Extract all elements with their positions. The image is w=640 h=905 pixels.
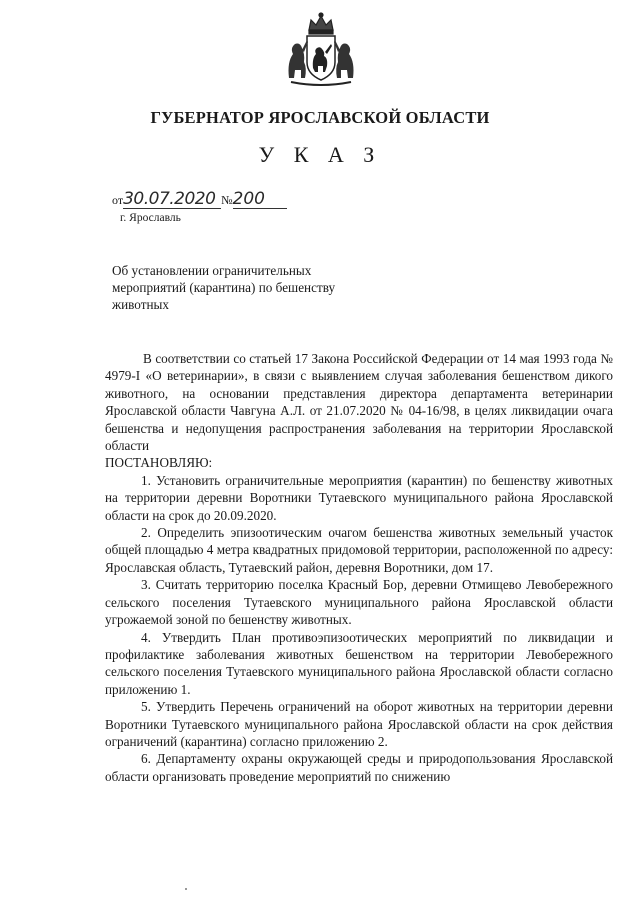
date-from-label: от	[112, 193, 124, 207]
decree-item-6: 6. Департаменту охраны окружающей среды и природопользования Ярославской области организовать проведение мероприятий по снижению	[105, 751, 613, 784]
yaroslavl-coat-of-arms-icon	[283, 10, 359, 90]
decree-body	[105, 350, 613, 785]
document-type: У К А З	[258, 142, 382, 167]
decree-item-2: 2. Определить эпизоотическим очагом бешенства животных земельный участок общей площадью 4 метра квадратных придомовой территории, расположенной по адресу: Ярославская область, Тутаевский район, деревня Воротники, дом 17.	[105, 525, 613, 575]
scan-speck	[185, 888, 187, 890]
decree-date: 30.07.2020	[123, 190, 221, 209]
decree-subject: Об установлении ограничительных мероприятий (карантина) по бешенству животных	[112, 263, 336, 312]
decree-number: 200	[233, 190, 287, 209]
preamble: В соответствии со статьей 17 Закона Российской Федерации от 14 мая 1993 года № 4979-I «О ветеринарии», в связи с выявлением случая заболевания бешенством дикого животного, на основании представления директора департамента ветеринарии Ярославской области Чавгуна А.Л. от 21.07.2020 № 04-16/98, в целях ликвидации очага бешенства и недопущения распространения заболевания на территории Ярославской области	[105, 351, 613, 454]
decree-item-1: 1. Установить ограничительные мероприятия (карантин) по бешенству животных на территории деревни Воротники Тутаевского муниципального района Ярославской области на срок до 20.09.2020.	[105, 472, 613, 523]
place-of-issue: г. Ярославль	[120, 212, 181, 224]
decree-item-3: 3. Считать территорию поселка Красный Бор, деревни Отмищево Левобережного сельского поселения Тутаевского муниципального района Ярославской области угрожаемой зоной по бешенству животных.	[105, 577, 613, 628]
date-number-line	[112, 190, 287, 209]
issuing-authority: ГУБЕРНАТОР ЯРОСЛАВСКОЙ ОБЛАСТИ	[150, 108, 490, 127]
number-label: №	[221, 193, 233, 207]
decree-item-5: 5. Утвердить Перечень ограничений на оборот животных на территории деревни Воротники Тутаевского муниципального района Ярославской области на срок действия ограничений (карантина) согласно приложению 2.	[105, 699, 613, 749]
decree-word: ПОСТАНОВЛЯЮ:	[105, 455, 213, 471]
decree-item-4: 4. Утвердить План противоэпизоотических мероприятий по ликвидации и профилактике заболевания животных бешенством на территории Левобережного сельского поселения Тутаевского муниципального района Ярославской области согласно приложению 1.	[105, 629, 613, 697]
